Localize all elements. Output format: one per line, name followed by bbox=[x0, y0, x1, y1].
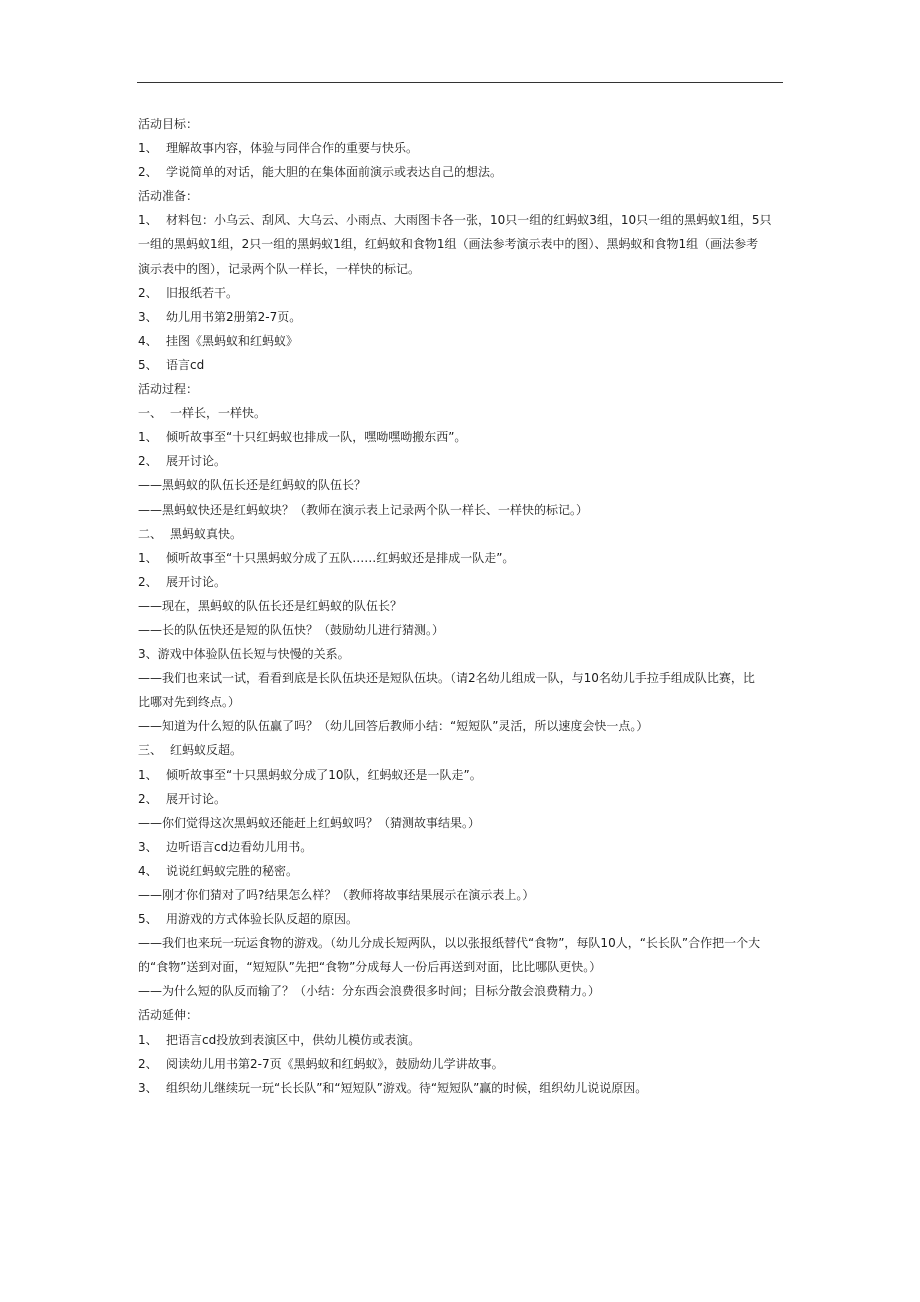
discussion-line-continuation: 比哪对先到终点。） bbox=[138, 695, 241, 710]
extension-heading: 活动延伸： bbox=[138, 1008, 199, 1023]
section-number: 三、 bbox=[138, 743, 163, 758]
list-number: 2、 bbox=[138, 454, 158, 469]
goal-item bbox=[138, 160, 783, 184]
list-text: 挂图《黑蚂蚁和红蚂蚁》 bbox=[166, 333, 299, 348]
process-heading: 活动过程： bbox=[138, 382, 199, 397]
goal-item bbox=[138, 136, 783, 160]
list-number: 3、 bbox=[138, 1080, 158, 1095]
list-text: 语言cd bbox=[166, 357, 205, 372]
discussion-line: ——我们也来玩一玩运食物的游戏。（幼儿分成长短两队，以以张报纸替代“食物”，每队10人，“长长队”合作把一个大 bbox=[138, 936, 761, 951]
discussion-line: ——现在，黑蚂蚁的队伍长还是红蚂蚁的队伍长？ bbox=[138, 598, 403, 613]
list-text: 倾听故事至“十只黑蚂蚁分成了五队……红蚂蚁还是排成一队走”。 bbox=[166, 550, 515, 565]
list-number: 2、 bbox=[138, 1056, 158, 1071]
extension-item bbox=[138, 1028, 783, 1052]
step-item bbox=[138, 763, 783, 787]
list-number: 2、 bbox=[138, 574, 158, 589]
prep-item bbox=[138, 281, 783, 305]
discussion-line: ——我们也来试一试，看看到底是长队伍块还是短队伍块。（请2名幼儿组成一队，与10名幼儿手拉手组成队比赛，比 bbox=[138, 671, 755, 686]
section-title: 一样长，一样快。 bbox=[170, 406, 267, 421]
list-number: 1、 bbox=[138, 141, 158, 156]
list-text: 组织幼儿继续玩一玩“长长队”和“短短队”游戏。待“短短队”赢的时候，组织幼儿说说原因。 bbox=[166, 1080, 648, 1095]
step-item bbox=[138, 835, 783, 859]
prep-item-continuation: 一组的黑蚂蚁1组，2只一组的黑蚂蚁1组，红蚂蚁和食物1组（画法参考演示表中的图）、黑蚂蚁和食物1组（画法参考 bbox=[138, 237, 759, 252]
list-number: 3、 bbox=[138, 309, 158, 324]
prep-item bbox=[138, 208, 783, 232]
section-number: 二、 bbox=[138, 526, 163, 541]
list-number: 1、 bbox=[138, 213, 158, 228]
goals-heading: 活动目标： bbox=[138, 117, 199, 131]
prep-item bbox=[138, 329, 783, 353]
step-item: 3、游戏中体验队伍长短与快慢的关系。 bbox=[138, 647, 350, 662]
list-number: 2、 bbox=[138, 791, 158, 806]
section-heading bbox=[138, 401, 783, 425]
list-text: 倾听故事至“十只黑蚂蚁分成了10队，红蚂蚁还是一队走”。 bbox=[166, 767, 482, 782]
discussion-line: ——黑蚂蚁的队伍长还是红蚂蚁的队伍长？ bbox=[138, 478, 367, 493]
list-number: 5、 bbox=[138, 912, 158, 927]
discussion-line: ——刚才你们猜对了吗?结果怎么样？（教师将故事结果展示在演示表上。） bbox=[138, 888, 535, 902]
extension-item bbox=[138, 1076, 783, 1100]
discussion-line-continuation: 的“食物”送到对面，“短短队”先把“食物”分成每人一份后再送到对面，比比哪队更快。） bbox=[138, 960, 602, 975]
list-text: 理解故事内容，体验与同伴合作的重要与快乐。 bbox=[166, 141, 419, 156]
list-text: 展开讨论。 bbox=[166, 574, 227, 589]
list-number: 1、 bbox=[138, 1032, 158, 1047]
list-text: 展开讨论。 bbox=[166, 791, 227, 806]
step-item bbox=[138, 787, 783, 811]
step-item bbox=[138, 425, 783, 449]
list-number: 4、 bbox=[138, 863, 158, 878]
prep-item bbox=[138, 305, 783, 329]
list-text: 边听语言cd边看幼儿用书。 bbox=[166, 839, 313, 854]
step-item bbox=[138, 546, 783, 570]
step-item bbox=[138, 907, 783, 931]
list-number: 1、 bbox=[138, 767, 158, 782]
list-text: 幼儿用书第2册第2-7页。 bbox=[166, 309, 302, 324]
discussion-line: ——黑蚂蚁快还是红蚂蚁块？（教师在演示表上记录两个队一样长、一样快的标记。） bbox=[138, 502, 589, 517]
section-number: 一、 bbox=[138, 406, 163, 421]
list-number: 4、 bbox=[138, 333, 158, 348]
list-text: 学说简单的对话，能大胆的在集体面前演示或表达自己的想法。 bbox=[166, 165, 503, 180]
discussion-line: ——知道为什么短的队伍赢了吗？（幼儿回答后教师小结：“短短队”灵活，所以速度会快一点。） bbox=[138, 719, 649, 734]
extension-item bbox=[138, 1052, 783, 1076]
list-number: 1、 bbox=[138, 550, 158, 565]
section-title: 黑蚂蚁真快。 bbox=[170, 526, 243, 541]
step-item bbox=[138, 570, 783, 594]
step-item bbox=[138, 449, 783, 473]
list-text: 说说红蚂蚁完胜的秘密。 bbox=[166, 863, 299, 878]
prep-item-continuation: 演示表中的图），记录两个队一样长，一样快的标记。 bbox=[138, 261, 421, 276]
list-number: 2、 bbox=[138, 165, 158, 180]
list-number: 1、 bbox=[138, 430, 158, 445]
list-text: 阅读幼儿用书第2-7页《黑蚂蚁和红蚂蚁》，鼓励幼儿学讲故事。 bbox=[166, 1056, 504, 1071]
list-text: 展开讨论。 bbox=[166, 454, 227, 469]
header-rule bbox=[137, 82, 783, 83]
prep-heading: 活动准备： bbox=[138, 189, 199, 204]
prep-item bbox=[138, 353, 783, 377]
list-text: 用游戏的方式体验长队反超的原因。 bbox=[166, 912, 359, 927]
list-text: 旧报纸若干。 bbox=[166, 285, 239, 300]
list-text: 材料包：小乌云、刮风、大乌云、小雨点、大雨图卡各一张，10只一组的红蚂蚁3组，10只一组的黑蚂蚁1组，5只 bbox=[166, 213, 772, 228]
list-text: 倾听故事至“十只红蚂蚁也排成一队，嘿呦嘿呦搬东西”。 bbox=[166, 430, 467, 445]
section-heading bbox=[138, 738, 783, 762]
list-number: 5、 bbox=[138, 357, 158, 372]
list-number: 3、 bbox=[138, 839, 158, 854]
section-title: 红蚂蚁反超。 bbox=[170, 743, 243, 758]
discussion-line: ——你们觉得这次黑蚂蚁还能赶上红蚂蚁吗？（猜测故事结果。） bbox=[138, 815, 481, 830]
section-heading bbox=[138, 522, 783, 546]
step-item bbox=[138, 859, 783, 883]
discussion-line: ——为什么短的队反而输了？（小结：分东西会浪费很多时间；目标分散会浪费精力。） bbox=[138, 984, 601, 999]
document-body bbox=[138, 112, 783, 1100]
discussion-line: ——长的队伍快还是短的队伍快？（鼓励幼儿进行猜测。） bbox=[138, 622, 445, 637]
list-number: 2、 bbox=[138, 285, 158, 300]
list-text: 把语言cd投放到表演区中，供幼儿模仿或表演。 bbox=[166, 1032, 421, 1047]
